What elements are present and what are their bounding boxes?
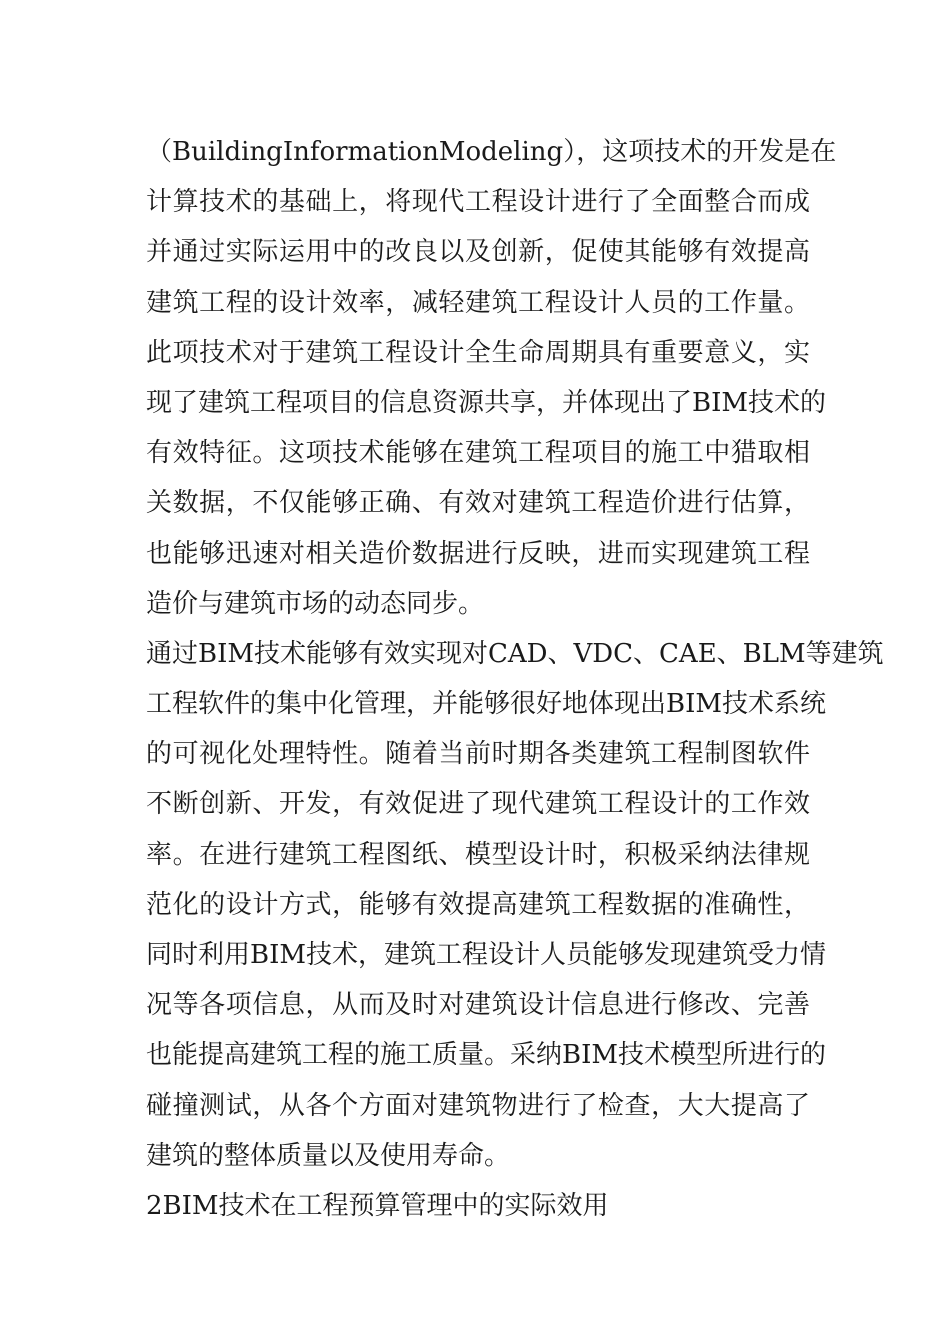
text-line: 率。在进行建筑工程图纸、模型设计时，积极采纳法律规 — [146, 839, 810, 870]
text-line: 范化的设计方式，能够有效提高建筑工程数据的准确性， — [146, 889, 810, 920]
text-line: 况等各项信息，从而及时对建筑设计信息进行修改、完善 — [146, 990, 810, 1021]
text-line: 的可视化处理特性。随着当前时期各类建筑工程制图软件 — [146, 739, 810, 770]
text-line: 并通过实际运用中的改良以及创新，促使其能够有效提高 — [146, 237, 810, 268]
text-line: 也能够迅速对相关造价数据进行反映，进而实现建筑工程 — [146, 538, 810, 569]
text-line: 计算技术的基础上，将现代工程设计进行了全面整合而成 — [146, 187, 810, 218]
text-line: 现了建筑工程项目的信息资源共享，并体现出了BIM技术的 — [146, 387, 826, 418]
text-line: 不断创新、开发，有效促进了现代建筑工程设计的工作效 — [146, 789, 810, 820]
text-line: 此项技术对于建筑工程设计全生命周期具有重要意义，实 — [146, 337, 810, 368]
section-heading: 2BIM技术在工程预算管理中的实际效用 — [146, 1190, 609, 1221]
body-text — [146, 127, 884, 1231]
text-line: 建筑的整体质量以及使用寿命。 — [146, 1140, 511, 1171]
text-line: 建筑工程的设计效率，减轻建筑工程设计人员的工作量。 — [146, 287, 810, 318]
text-line: （BuildingInformationModeling），这项技术的开发是在 — [146, 137, 837, 167]
text-line: 工程软件的集中化管理，并能够很好地体现出BIM技术系统 — [146, 689, 826, 720]
text-line: 造价与建筑市场的动态同步。 — [146, 588, 485, 619]
text-line: 碰撞测试，从各个方面对建筑物进行了检查，大大提高了 — [146, 1090, 810, 1121]
text-line: 也能提高建筑工程的施工质量。采纳BIM技术模型所进行的 — [146, 1040, 826, 1071]
text-line: 同时利用BIM技术，建筑工程设计人员能够发现建筑受力情 — [146, 940, 826, 970]
text-line: 通过BIM技术能够有效实现对CAD、VDC、CAE、BLM等建筑 — [146, 638, 884, 669]
text-line: 关数据，不仅能够正确、有效对建筑工程造价进行估算， — [146, 488, 810, 519]
text-line: 有效特征。这项技术能够在建筑工程项目的施工中猎取相 — [146, 438, 810, 469]
